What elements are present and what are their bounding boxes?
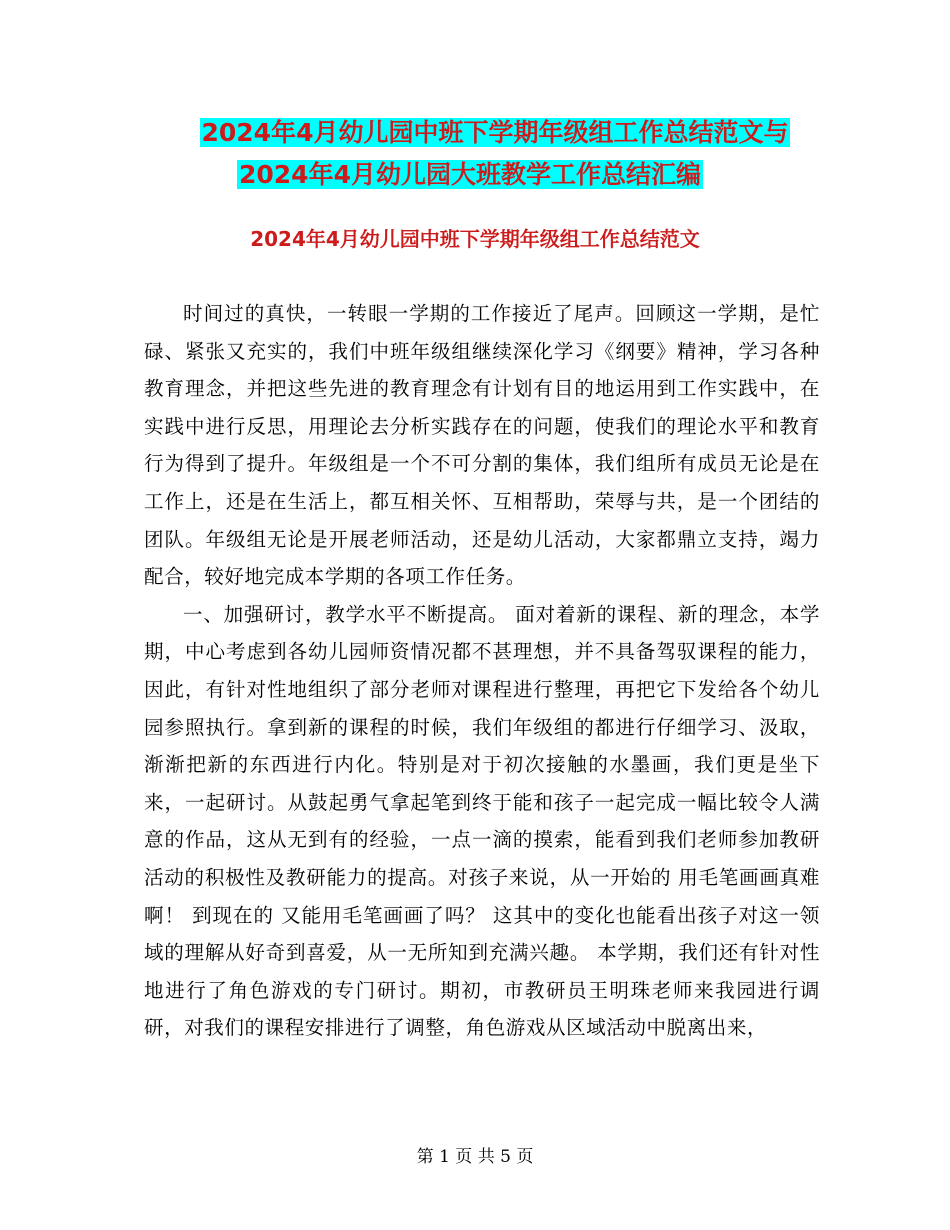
page-number: 第 1 页 共 5 页 <box>416 1147 534 1167</box>
section-title: 2024年4月幼儿园中班下学期年级组工作总结范文 <box>250 227 700 251</box>
paragraph-intro: 时间过的真快，一转眼一学期的工作接近了尾声。回顾这一学期，是忙碌、紧张又充实的，我们中班年级组继续深化学习《纲要》精神，学习各种教育理念，并把这些先进的教育理念有计划有目的地运用到工作实践中，在实践中进行反思，用理论去分析实践存在的问题，使我们的理论水平和教育行为得到了提升。年级组是一个不可分割的集体，我们组所有成员无论是在工作上，还是在生活上，都互相关怀、互相帮助，荣辱与共，是一个团结的团队。年级组无论是开展老师活动，还是幼儿活动，大家都鼎立支持，竭力配合，较好地完成本学期的各项工作任务。 <box>144 302 820 589</box>
document-title <box>0 112 950 196</box>
title-line-1: 2024年4月幼儿园中班下学期年级组工作总结范文与 <box>201 118 789 147</box>
body-text <box>144 295 820 1047</box>
title-line-2: 2024年4月幼儿园大班教学工作总结汇编 <box>239 160 701 189</box>
paragraph-section-1: 一、加强研讨，教学水平不断提高。 面对着新的课程、新的理念，本学期，中心考虑到各幼儿园师资情况都不甚理想，并不具备驾驭课程的能力，因此，有针对性地组织了部分老师对课程进行整理，再把它下发给各个幼儿园参照执行。拿到新的课程的时候，我们年级组的都进行仔细学习、汲取，渐渐把新的东西进行内化。特别是对于初次接触的水墨画，我们更是坐下来，一起研讨。从鼓起勇气拿起笔到终于能和孩子一起完成一幅比较令人满意的作品，这从无到有的经验，一点一滴的摸索，能看到我们老师参加教研活动的积极性及教研能力的提高。对孩子来说，从一开始的 用毛笔画画真难啊！ 到现在的 又能用毛笔画画了吗？ 这其中的变化也能看出孩子对这一领域的理解从好奇到喜爱，从一无所知到充满兴趣。 本学期，我们还有针对性地进行了角色游戏的专门研讨。期初，市教研员王明珠老师来我园进行调研，对我们的课程安排进行了调整，角色游戏从区域活动中脱离出来， <box>144 602 820 1040</box>
